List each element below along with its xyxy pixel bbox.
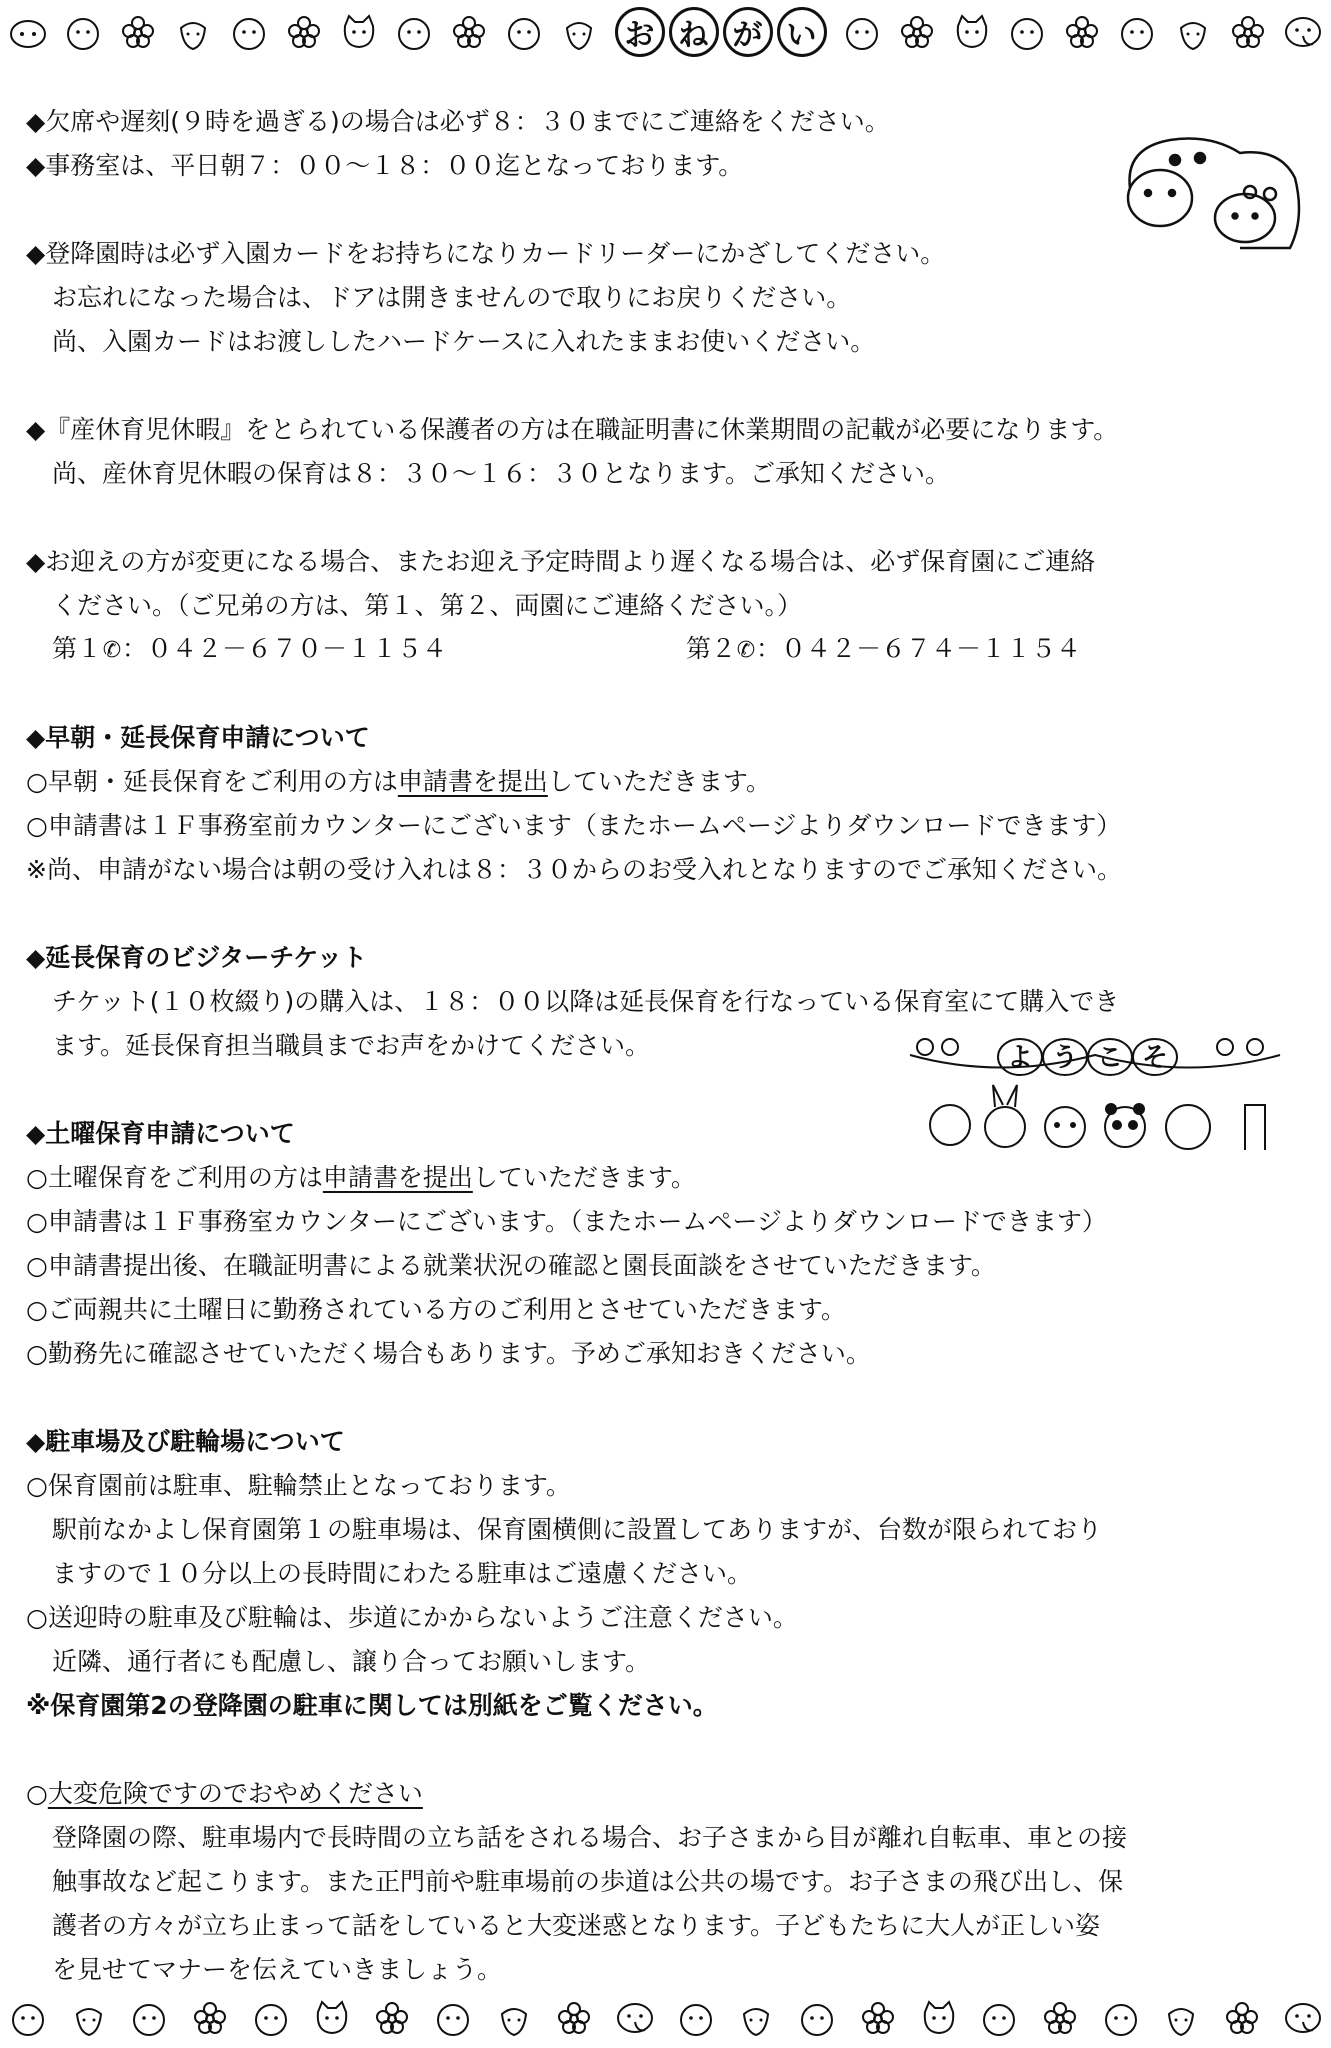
cat-face-icon [919, 1998, 959, 2038]
telephone-icon: ✆ [736, 638, 756, 663]
notice-office-hours: ◆事務室は、平日朝７：００～１８：００迄となっております。 [26, 151, 744, 180]
strawberry-icon [1161, 1998, 1201, 2038]
notice-leave: 尚、産休育児休暇の保育は８：３０～１６：３０となります。ご承知ください。 [52, 459, 951, 488]
danger-item: 登降園の際、駐車場内で長時間の立ち話をされる場合、お子さまから目が離れ自転車、車との接 [52, 1823, 1128, 1852]
saturday-item: ○申請書提出後、在職証明書による就業状況の確認と園長面談をさせていただきます。 [26, 1251, 996, 1280]
elephant-face-icon [1283, 12, 1323, 52]
saturday-item: ○ご両親共に土曜日に勤務されている方のご利用とさせていただきます。 [26, 1295, 846, 1324]
parking-note: ※保育園第2の登降園の駐車に関しては別紙をご覧ください。 [26, 1691, 718, 1720]
flower-icon [858, 1998, 898, 2038]
bear-face-icon [251, 1998, 291, 2038]
phone-numbers [26, 628, 1306, 672]
welcome-char: こ [1096, 1043, 1124, 1073]
phone-2: 第２✆：０４２－６７４－１１５４ [686, 627, 1081, 673]
danger-item: 触事故など起こります。また正門前や駐車場前の歩道は公共の場です。お子さまの飛び出し、保 [52, 1867, 1124, 1896]
notice-leave: ◆『産休育児休暇』をとられている保護者の方は在職証明書に休業期間の記載が必要になります。 [26, 415, 1119, 444]
early-item: ○申請書は１Ｆ事務室前カウンターにございます（またホームページよりダウンロードできます） [26, 811, 1122, 840]
early-item: ○早朝・延長保育をご利用の方は申請書を提出していただきます。 [26, 767, 771, 796]
bear-face-icon [394, 12, 434, 52]
bear-face-icon [1117, 12, 1157, 52]
telephone-icon: ✆ [102, 638, 122, 663]
saturday-item: ○勤務先に確認させていただく場合もあります。予めご承知おきください。 [26, 1339, 871, 1368]
parking-item: 駅前なかよし保育園第１の駐車場は、保育園横側に設置してありますが、台数が限られており [52, 1515, 1103, 1544]
welcome-char: よ [1006, 1043, 1034, 1073]
flower-icon [190, 1998, 230, 2038]
bear-face-icon [433, 1998, 473, 2038]
flower-icon [118, 12, 158, 52]
flower-icon [554, 1998, 594, 2038]
flower-icon [897, 12, 937, 52]
strawberry-icon [736, 1998, 776, 2038]
strawberry-icon [1173, 12, 1213, 52]
danger-heading: ○大変危険ですのでおやめください [26, 1779, 423, 1808]
saturday-heading: ◆土曜保育申請について [26, 1119, 295, 1148]
bear-face-icon [1007, 12, 1047, 52]
strawberry-icon [69, 1998, 109, 2038]
parking-item: 近隣、通行者にも配慮し、譲り合ってお願いします。 [52, 1647, 651, 1676]
bottom-border [0, 1994, 1331, 2042]
title-char: が [723, 7, 773, 57]
welcome-char: う [1051, 1043, 1079, 1073]
title-onegai [615, 7, 827, 57]
welcome-char: そ [1141, 1043, 1169, 1073]
strawberry-icon [559, 12, 599, 52]
bear-face-icon [842, 12, 882, 52]
bear-face-icon [797, 1998, 837, 2038]
notice-card: 尚、入園カードはお渡ししたハードケースに入れたままお使いください。 [52, 327, 876, 356]
elephant-face-icon [615, 1998, 655, 2038]
danger-item: 護者の方々が立ち止まって話をしていると大変迷惑となります。子どもたちに大人が正しい姿 [52, 1911, 1101, 1940]
strawberry-icon [173, 12, 213, 52]
bear-face-icon [504, 12, 544, 52]
bear-face-icon [8, 1998, 48, 2038]
flower-icon [1062, 12, 1102, 52]
notice-absence: ◆欠席や遅刻(９時を過ぎる)の場合は必ず８：３０までにご連絡をください。 [26, 107, 890, 136]
bear-face-icon [979, 1998, 1019, 2038]
strawberry-icon [494, 1998, 534, 2038]
bear-face-icon [129, 1998, 169, 2038]
title-char: お [615, 7, 665, 57]
early-extended-heading: ◆早朝・延長保育申請について [26, 723, 370, 752]
flower-icon [449, 12, 489, 52]
cat-face-icon [312, 1998, 352, 2038]
notice-card: お忘れになった場合は、ドアは開きませんので取りにお戻りください。 [52, 283, 852, 312]
flower-icon [1040, 1998, 1080, 2038]
early-item: ※尚、申請がない場合は朝の受け入れは８：３０からのお受入れとなりますのでご承知ください。 [26, 855, 1122, 884]
top-border [0, 8, 1331, 56]
notice-pickup: ◆お迎えの方が変更になる場合、またお迎え予定時間より遅くなる場合は、必ず保育園にご連絡 [26, 547, 1096, 576]
title-char: い [777, 7, 827, 57]
parking-item: ○送迎時の駐車及び駐輪は、歩道にかからないようご注意ください。 [26, 1603, 798, 1632]
notice-card: ◆登降園時は必ず入園カードをお持ちになりカードリーダーにかざしてください。 [26, 239, 946, 268]
saturday-item: ○申請書は１Ｆ事務室カウンターにございます。（またホームページよりダウンロードできます） [26, 1207, 1107, 1236]
flower-icon [1222, 1998, 1262, 2038]
notice-pickup: ください。（ご兄弟の方は、第１、第２、両園にご連絡ください。） [52, 591, 803, 620]
flower-icon [284, 12, 324, 52]
bear-face-icon [63, 12, 103, 52]
flower-icon [1228, 12, 1268, 52]
visitor-item: ます。延長保育担当職員までお声をかけてください。 [52, 1031, 651, 1060]
bear-face-icon [229, 12, 269, 52]
bear-face-icon [1101, 1998, 1141, 2038]
visitor-item: チケット(１０枚綴り)の購入は、１８：００以降は延長保育を行なっている保育室にて購入でき [52, 987, 1120, 1016]
parking-heading: ◆駐車場及び駐輪場について [26, 1427, 345, 1456]
elephant-face-icon [1283, 1998, 1323, 2038]
saturday-item: ○土曜保育をご利用の方は申請書を提出していただきます。 [26, 1163, 696, 1192]
cat-face-icon [952, 12, 992, 52]
parking-item: ○保育園前は駐車、駐輪禁止となっております。 [26, 1471, 571, 1500]
visitor-ticket-heading: ◆延長保育のビジターチケット [26, 943, 367, 972]
cat-face-icon [339, 12, 379, 52]
parking-item: ますので１０分以上の長時間にわたる駐車はご遠慮ください。 [52, 1559, 753, 1588]
hippo-face-icon [8, 12, 48, 52]
flower-icon [372, 1998, 412, 2038]
welcome-illustration [905, 1035, 1285, 1155]
danger-item: を見せてマナーを伝えていきましょう。 [52, 1955, 503, 1984]
bear-face-icon [676, 1998, 716, 2038]
title-char: ね [669, 7, 719, 57]
phone-1: 第１✆：０４２－６７０－１１５４ [52, 627, 447, 673]
